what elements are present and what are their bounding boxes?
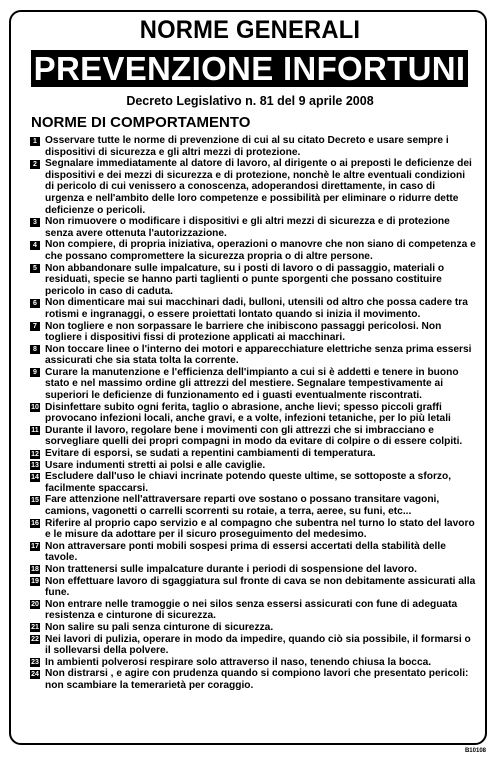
rule-item	[30, 297, 476, 320]
rule-text: Escludere dall'uso le chiavi incrinate potendo queste ultime, se sottoposte a sforzo, facilmente spaccarsi.	[45, 471, 452, 494]
section-title: NORME DI COMPORTAMENTO	[31, 114, 251, 131]
rule-item	[30, 657, 476, 669]
rule-number-badge: 3	[30, 218, 40, 227]
rule-item	[30, 448, 476, 460]
rule-text: Evitare di esporsi, se sudati a repentini cambiamenti di temperatura.	[45, 448, 376, 460]
rule-number-badge: 24	[31, 670, 39, 678]
title-banner-prevenzione-infortuni: PREVENZIONE INFORTUNI	[31, 50, 468, 87]
title-norme-generali: NORME GENERALI	[139, 16, 361, 44]
rule-item	[30, 564, 476, 576]
rule-text: Disinfettare subito ogni ferita, taglio o abrasione, anche lievi; spesso piccoli graffi provocano infezioni locali, anche gravi, e a volte, infezioni tetaniche, per lo più letali	[45, 401, 451, 425]
rule-number-badge: 21	[31, 624, 39, 632]
rule-text: Non dimenticare mai sui macchinari dadi, bulloni, utensili od altro che possa cadere tra rotismi e ingranaggi, o essere proiettati lontato quando si inizia il movimento.	[45, 297, 468, 320]
rule-text: Non distrarsi , e agire con prudenza quando si compiono lavori che presentato pericoli: non scambiare la temerarietà per coraggio.	[45, 668, 469, 691]
rule-number-badge: 12	[31, 450, 39, 458]
rule-number-badge: 18	[31, 566, 39, 574]
rule-item	[30, 367, 476, 402]
rule-number-badge: 15	[31, 496, 39, 504]
rule-item	[30, 460, 476, 472]
rule-text: In ambienti polverosi respirare solo attraverso il naso, tenendo chiusa la bocca.	[45, 656, 432, 668]
rule-number-badge: 8	[30, 345, 40, 354]
rule-text: Osservare tutte le norme di prevenzione di cui al su citato Decreto e usare sempre i dispositivi di sicurezza e gli altri mezzi di protezione.	[45, 135, 449, 158]
rule-item	[30, 541, 476, 564]
rule-number-badge: 9	[30, 368, 40, 377]
rule-text: Non compiere, di propria iniziativa, operazioni o manovre che non siano di competenza e che possano compromettere la sicurezza propria o di altre persone.	[45, 239, 476, 262]
rule-number-badge: 17	[31, 543, 39, 551]
rule-item	[30, 634, 476, 657]
rule-item	[30, 622, 476, 634]
rule-number-badge: 10	[31, 404, 39, 412]
rule-text: Fare attenzione nell'attraversare reparti ove sostano o possano transitare vagoni, camions, vagonetti o carrelli scorrenti su rotaie, a terra, aeree, su funi, etc...	[45, 494, 440, 517]
rule-item	[30, 599, 476, 622]
rule-item	[30, 135, 476, 158]
rule-text: Non attraversare ponti mobili sospesi prima di essersi accertati della stabilità delle tavole.	[45, 540, 446, 564]
rule-item	[30, 518, 476, 541]
rule-item	[30, 668, 476, 691]
rule-text: Non rimuovere o modificare i dispositivi e gli altri mezzi di sicurezza e di protezione senza avere ottenuta l'autorizzazione.	[45, 216, 450, 239]
rules-list	[30, 135, 476, 692]
rule-number-badge: 22	[31, 636, 39, 644]
rule-text: Riferire al proprio capo servizio e al compagno che subentra nel turno lo stato del lavoro e le misure da adottare per il sicuro proseguimento del medesimo.	[45, 517, 475, 541]
rule-text: Curare la manutenzione e l'efficienza dell'impianto a cui si è addetti e tenere in buono stato e nel massimo ordine gli attrezzi del mestiere. Segnalare tempestivamente ai superiori le deficienze di funzionamento ed i guasti eventualmente riscontrati.	[45, 366, 459, 402]
rule-text: Durante il lavoro, regolare bene i movimenti con gli attrezzi che si imbracciano e sorvegliare quelli dei propri compagni in modo da evitare di colpire o di essere colpiti.	[45, 424, 463, 448]
rule-item	[30, 158, 476, 216]
rule-number-badge: 6	[30, 299, 40, 308]
rule-number-badge: 19	[31, 578, 39, 586]
rule-text: Non salire su pali senza cinturone di sicurezza.	[45, 621, 274, 633]
rule-item	[30, 471, 476, 494]
rule-item	[30, 494, 476, 517]
rule-number-badge: 5	[30, 264, 40, 273]
rule-number-badge: 16	[31, 520, 39, 528]
rule-item	[30, 321, 476, 344]
rule-item	[30, 239, 476, 262]
rule-number-badge: 20	[31, 601, 39, 609]
rule-text: Non toccare linee o l'interno dei motori e apparecchiature elettriche senza prima essersi assicurati che sia stata tolta la corrente.	[45, 343, 472, 367]
rule-item	[30, 344, 476, 367]
rule-text: Segnalare immediatamente al datore di lavoro, al dirigente o ai preposti le deficienze dei dispositivi e dei mezzi di sicurezza e di protezione, nonchè le altre eventuali condizioni di pericolo di cui venissero a conoscenza, adoperandosi direttamente, in caso di urgenza e nell'ambito delle loro competenze e possibilità per eliminare o ridurre dette deficienze o pericoli.	[45, 158, 472, 216]
rule-number-badge: 7	[30, 322, 40, 331]
rule-text: Non effettuare lavoro di sgaggiatura sul fronte di cava se non debitamente assicurati alla fune.	[45, 575, 476, 599]
rule-number-badge: 2	[30, 160, 40, 169]
rule-text: Usare indumenti stretti ai polsi e alle caviglie.	[45, 459, 266, 471]
rule-text: Non togliere e non sorpassare le barriere che inibiscono passaggi pericolosi. Non togliere i dispositivi fissi di protezione applicati ai macchinari.	[45, 320, 442, 344]
rule-number-badge: 14	[31, 473, 39, 481]
rule-number-badge: 1	[30, 137, 40, 146]
rule-text: Non trattenersi sulle impalcature durante i periodi di sospensione del lavoro.	[45, 563, 417, 575]
decree-reference: Decreto Legislativo n. 81 del 9 aprile 2008	[126, 94, 374, 108]
rule-number-badge: 11	[31, 427, 39, 435]
rule-text: Non abbandonare sulle impalcature, su i posti di lavoro o di passaggio, materiali o residuati, specie se hanno parti taglienti o punte sporgenti che possano costituire pericolo in caso di caduta.	[45, 262, 445, 297]
rule-number-badge: 4	[30, 241, 40, 250]
rule-number-badge: 13	[31, 462, 39, 470]
rule-text: Non entrare nelle tramoggie o nei silos senza essersi assicurati con fune di adeguata resistenza e cinturone di sicurezza.	[45, 598, 458, 622]
rule-item	[30, 576, 476, 599]
rule-item	[30, 402, 476, 425]
rule-item	[30, 263, 476, 298]
product-code: B10108	[464, 748, 486, 754]
rule-item	[30, 425, 476, 448]
rule-text: Nei lavori di pulizia, operare in modo da impedire, quando ciò sia possibile, il formarsi o il sollevarsi della polvere.	[45, 633, 471, 657]
rule-number-badge: 23	[31, 659, 39, 667]
rule-item	[30, 216, 476, 239]
